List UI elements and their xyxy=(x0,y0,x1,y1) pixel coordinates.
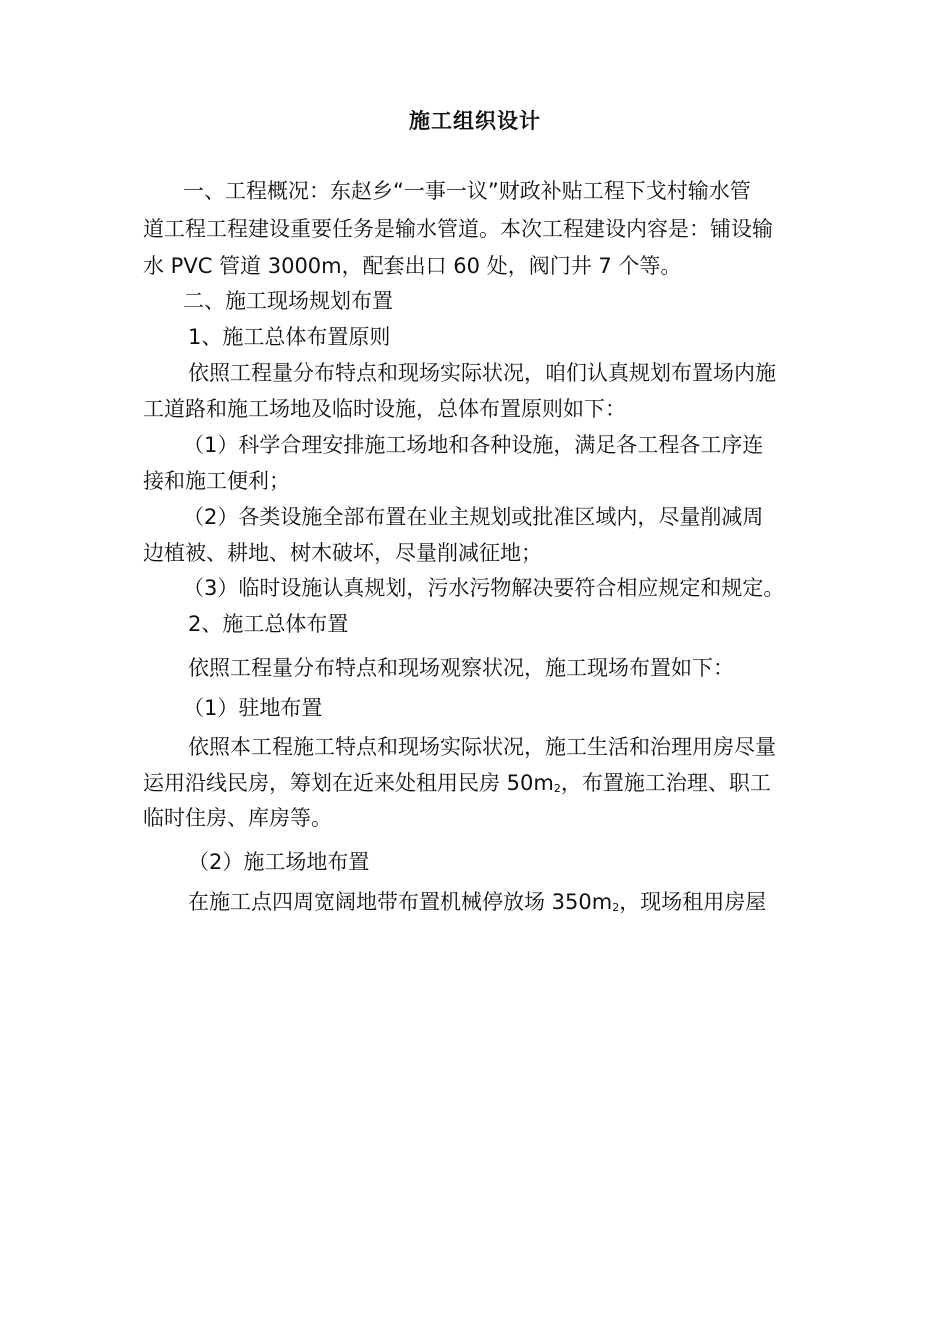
list-item-line: （2）施工场地布置 xyxy=(188,850,370,874)
section-heading: 二、施工现场规划布置 xyxy=(183,289,393,313)
text-run: ，现场租用房屋 xyxy=(619,890,767,914)
paragraph-line: 依照工程量分布特点和现场实际状况，咱们认真规划布置场内施 xyxy=(188,361,776,385)
subscript-2: 2 xyxy=(612,901,620,914)
paragraph-line: 水 PVC 管道 3000m，配套出口 60 处，阀门井 7 个等。 xyxy=(143,254,682,278)
text-run: ，布置施工治理、职工 xyxy=(560,771,771,795)
list-item-line: 边植被、耕地、树木破坏，尽量削减征地； xyxy=(143,541,542,565)
paragraph-line: 道工程工程建设重要任务是输水管道。本次工程建设内容是：铺设输 xyxy=(143,217,773,241)
subscript-2: 2 xyxy=(553,782,561,795)
paragraph-line: 依照工程量分布特点和现场观察状况，施工现场布置如下： xyxy=(188,656,734,680)
subsection-heading: 1、施工总体布置原则 xyxy=(188,325,391,349)
list-item-line: （1）科学合理安排施工场地和各种设施，满足各工程各工序连 xyxy=(183,433,764,457)
list-item-line: （3）临时设施认真规划，污水污物解决要符合相应规定和规定。 xyxy=(183,576,785,600)
paragraph-line xyxy=(143,768,771,804)
subsection-heading: 2、施工总体布置 xyxy=(188,612,349,636)
list-item-line: （2）各类设施全部布置在业主规划或批准区域内，尽量削减周 xyxy=(183,505,764,529)
paragraph-line: 临时住房、库房等。 xyxy=(143,806,332,830)
paragraph-line: 依照本工程施工特点和现场实际状况，施工生活和治理用房尽量 xyxy=(188,735,776,759)
document-title: 施工组织设计 xyxy=(409,109,541,133)
text-run: 运用沿线民房，筹划在近来处租用民房 50m xyxy=(143,771,554,795)
paragraph-line: 一、工程概况：东赵乡“一事一议”财政补贴工程下戈村输水管 xyxy=(183,179,751,203)
text-run: 在施工点四周宽阔地带布置机械停放场 350m xyxy=(188,890,613,914)
list-item-line: 接和施工便利； xyxy=(143,469,290,493)
paragraph-line xyxy=(188,887,766,923)
paragraph-line: 工道路和施工场地及临时设施，总体布置原则如下： xyxy=(143,397,626,421)
list-item-line: （1）驻地布置 xyxy=(183,696,323,720)
